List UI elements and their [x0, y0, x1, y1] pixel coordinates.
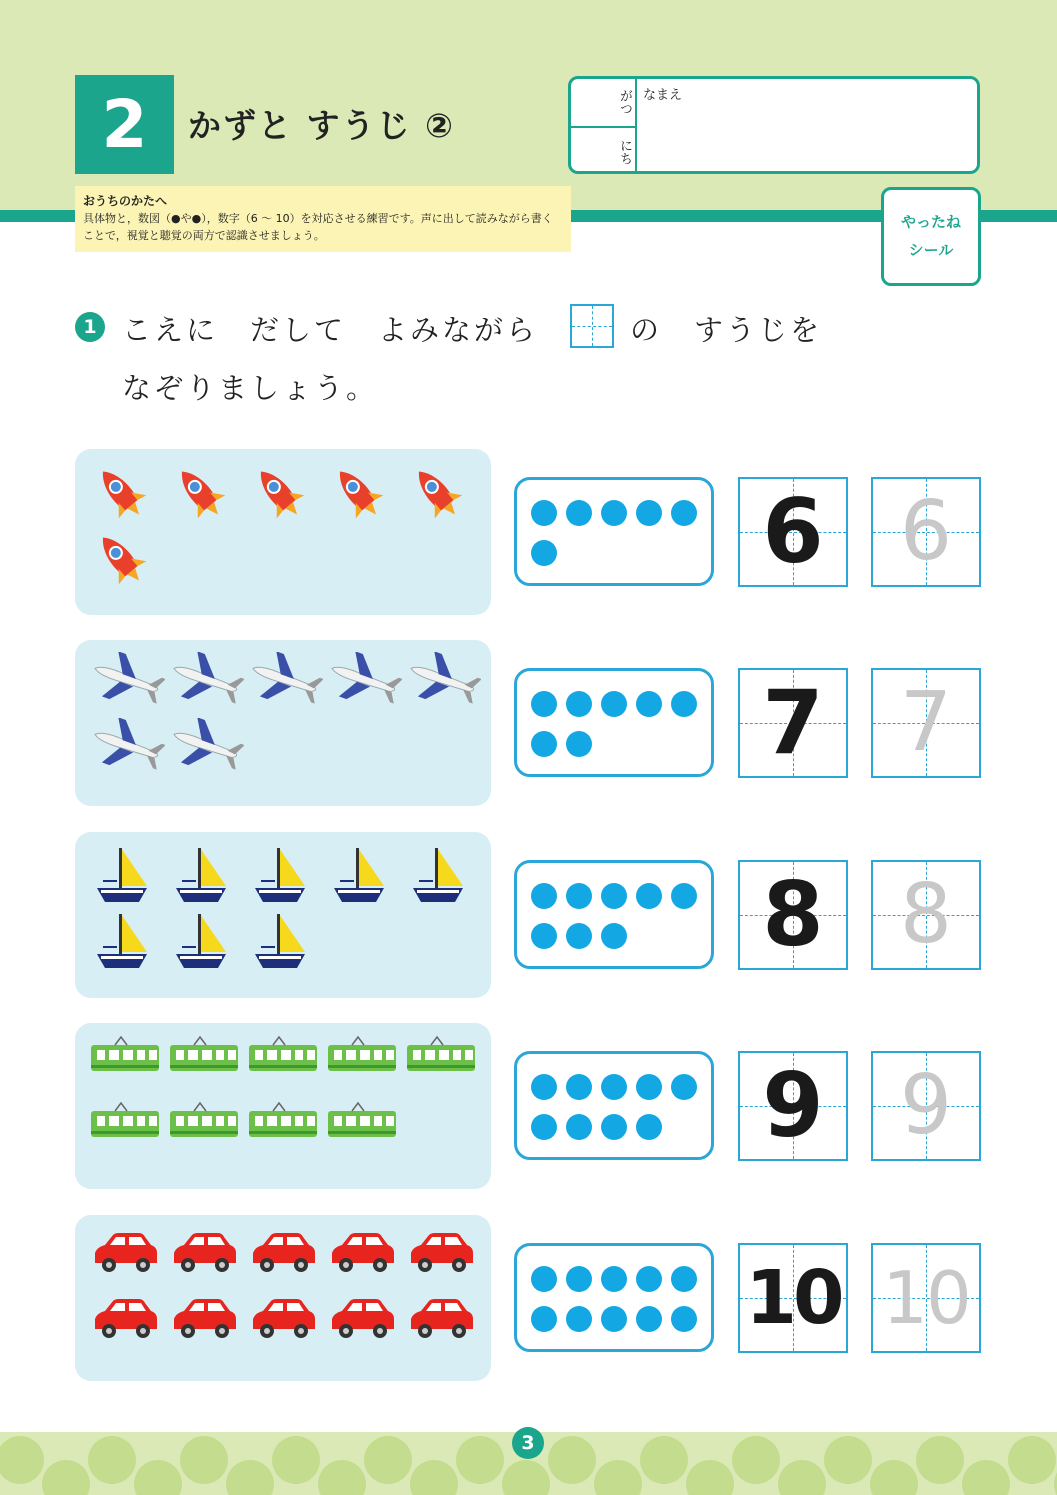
question-text-1a: こえに だして よみながら [122, 313, 539, 347]
exercise-row [0, 1215, 1057, 1381]
count-dot [601, 1074, 627, 1100]
count-dot [601, 1266, 627, 1292]
footer-circle [732, 1436, 780, 1484]
sailboat-icon [247, 910, 311, 976]
count-dot [636, 500, 662, 526]
dot-diagram [514, 668, 714, 777]
lesson-number: 2 [75, 75, 174, 174]
day-label: にち [617, 139, 632, 165]
copy-number: 7 [899, 675, 953, 770]
trace-number: 7 [762, 671, 824, 774]
exercise-row [0, 640, 1057, 806]
date-name-box [568, 76, 980, 174]
page-number: 3 [512, 1427, 544, 1459]
footer-circle [226, 1460, 274, 1495]
trace-number: 6 [762, 480, 824, 583]
airplane-icon [405, 652, 481, 712]
footer-circle [42, 1460, 90, 1495]
airplane-icon [89, 718, 165, 778]
car-icon [168, 1293, 240, 1345]
trace-number: 9 [762, 1054, 824, 1157]
parent-note-body: 具体物と，数図（●や●），数字（6 ～ 10）を対応させる練習です。声に出して読みながら書くことで，視覚と聴覚の両方で認識させましょう。 [83, 212, 553, 242]
sailboat-icon [326, 844, 390, 910]
train-icon [89, 1101, 161, 1147]
count-dot [671, 500, 697, 526]
rocket-icon [247, 461, 311, 529]
question-text-1b: の すうじを [630, 313, 823, 347]
footer-circle [824, 1436, 872, 1484]
train-icon [326, 1101, 398, 1147]
sailboat-icon [168, 844, 232, 910]
car-icon [326, 1227, 398, 1279]
copy-cell[interactable] [871, 1051, 981, 1161]
trace-cell [738, 1243, 848, 1353]
copy-cell[interactable] [871, 1243, 981, 1353]
count-dot [566, 1306, 592, 1332]
footer-circle [640, 1436, 688, 1484]
count-dot [601, 883, 627, 909]
trace-number: 10 [745, 1255, 841, 1341]
copy-cell[interactable] [871, 860, 981, 970]
count-dot [531, 1114, 557, 1140]
footer-circle [0, 1436, 44, 1484]
lesson-title: かずと すうじ ② [188, 106, 455, 145]
count-dot [636, 691, 662, 717]
count-dot [566, 923, 592, 949]
trace-cell [738, 1051, 848, 1161]
train-icon [326, 1035, 398, 1081]
date-divider [571, 126, 635, 128]
airplane-icon [247, 652, 323, 712]
count-dot [531, 1306, 557, 1332]
footer-circle [686, 1460, 734, 1495]
picture-panel [75, 449, 491, 615]
trace-cell [738, 668, 848, 778]
picture-panel [75, 1215, 491, 1381]
car-icon [168, 1227, 240, 1279]
trace-cell [738, 477, 848, 587]
footer-circle [180, 1436, 228, 1484]
count-dot [531, 691, 557, 717]
count-dot [601, 691, 627, 717]
airplane-icon [89, 652, 165, 712]
count-dot [671, 1306, 697, 1332]
trace-box-sample [570, 304, 614, 348]
trace-cell [738, 860, 848, 970]
count-dot [636, 1114, 662, 1140]
exercise-row [0, 1023, 1057, 1189]
sticker-box [881, 187, 981, 286]
copy-cell[interactable] [871, 477, 981, 587]
sailboat-icon [405, 844, 469, 910]
count-dot [601, 1114, 627, 1140]
count-dot [636, 1266, 662, 1292]
count-dot [531, 923, 557, 949]
sailboat-icon [168, 910, 232, 976]
copy-number: 10 [882, 1256, 970, 1340]
count-dot [531, 883, 557, 909]
footer-circle [594, 1460, 642, 1495]
count-dot [531, 540, 557, 566]
car-icon [405, 1293, 477, 1345]
rocket-icon [405, 461, 469, 529]
count-dot [531, 500, 557, 526]
dot-diagram [514, 477, 714, 586]
train-icon [247, 1101, 319, 1147]
question-text-2: なぞりましょう。 [122, 371, 379, 405]
airplane-icon [168, 718, 244, 778]
footer-circle [318, 1460, 366, 1495]
train-icon [168, 1035, 240, 1081]
sailboat-icon [247, 844, 311, 910]
footer-circle [134, 1460, 182, 1495]
footer-circle [870, 1460, 918, 1495]
dot-diagram [514, 860, 714, 969]
footer-circle [548, 1436, 596, 1484]
count-dot [566, 1114, 592, 1140]
car-icon [405, 1227, 477, 1279]
count-dot [531, 1266, 557, 1292]
month-label: がつ [617, 89, 632, 115]
count-dot [636, 1074, 662, 1100]
count-dot [636, 883, 662, 909]
count-dot [671, 1074, 697, 1100]
copy-number: 6 [899, 484, 953, 579]
footer-circle [88, 1436, 136, 1484]
dot-diagram [514, 1243, 714, 1352]
exercise-row [0, 449, 1057, 615]
copy-number: 9 [899, 1058, 953, 1153]
footer-circle [778, 1460, 826, 1495]
count-dot [601, 1306, 627, 1332]
dot-diagram [514, 1051, 714, 1160]
copy-cell[interactable] [871, 668, 981, 778]
parent-note-title: おうちのかたへ [83, 194, 168, 208]
count-dot [566, 1266, 592, 1292]
count-dot [671, 883, 697, 909]
parent-note [75, 186, 571, 252]
rocket-icon [89, 527, 153, 595]
footer-circle [410, 1460, 458, 1495]
car-icon [247, 1293, 319, 1345]
footer-circle [916, 1436, 964, 1484]
rocket-icon [168, 461, 232, 529]
airplane-icon [168, 652, 244, 712]
exercise-row [0, 832, 1057, 998]
count-dot [566, 731, 592, 757]
airplane-icon [326, 652, 402, 712]
footer-circle [364, 1436, 412, 1484]
count-dot [671, 691, 697, 717]
train-icon [168, 1101, 240, 1147]
rocket-icon [326, 461, 390, 529]
question-number: 1 [75, 312, 105, 342]
count-dot [601, 500, 627, 526]
count-dot [566, 500, 592, 526]
train-icon [405, 1035, 477, 1081]
footer-circle [502, 1460, 550, 1495]
name-label: なまえ [643, 88, 683, 103]
rocket-icon [89, 461, 153, 529]
car-icon [326, 1293, 398, 1345]
count-dot [566, 691, 592, 717]
copy-number: 8 [899, 867, 953, 962]
train-icon [247, 1035, 319, 1081]
footer-circle [962, 1460, 1010, 1495]
car-icon [247, 1227, 319, 1279]
train-icon [89, 1035, 161, 1081]
count-dot [531, 1074, 557, 1100]
footer-circle [456, 1436, 504, 1484]
count-dot [671, 1266, 697, 1292]
trace-number: 8 [762, 863, 824, 966]
picture-panel [75, 832, 491, 998]
count-dot [566, 883, 592, 909]
count-dot [531, 731, 557, 757]
sailboat-icon [89, 910, 153, 976]
count-dot [601, 923, 627, 949]
count-dot [636, 1306, 662, 1332]
footer-circle [1008, 1436, 1056, 1484]
sticker-label-1: やったね [900, 213, 961, 231]
sticker-label-2: シール [908, 241, 954, 259]
car-icon [89, 1293, 161, 1345]
footer-circle [272, 1436, 320, 1484]
count-dot [566, 1074, 592, 1100]
picture-panel [75, 1023, 491, 1189]
sailboat-icon [89, 844, 153, 910]
car-icon [89, 1227, 161, 1279]
picture-panel [75, 640, 491, 806]
